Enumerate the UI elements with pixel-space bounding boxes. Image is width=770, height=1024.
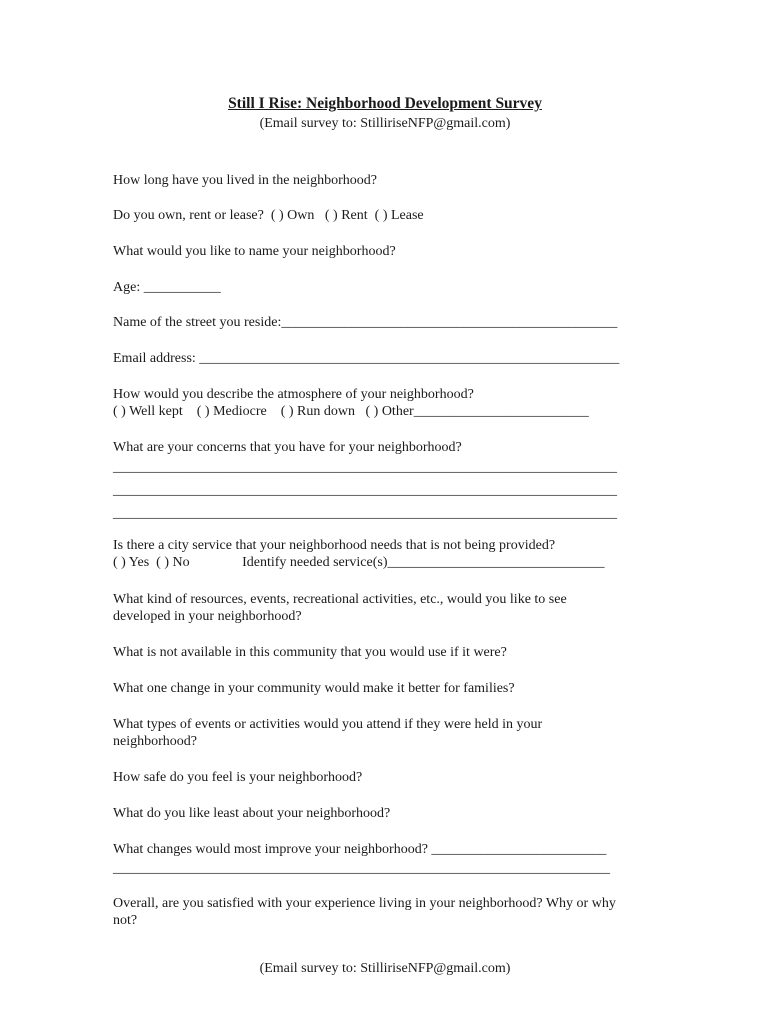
question-street: Name of the street you reside:________________________________________________ [113,315,618,330]
question-resources-cont: developed in your neighborhood? [113,609,302,624]
question-neighborhood-name: What would you like to name your neighborhood? [113,244,396,259]
question-years-lived: How long have you lived in the neighborhood? [113,173,378,188]
answer-line: _______________________________________________________________________ [113,861,610,876]
question-email: Email address: ____________________________________________________________ [113,351,620,366]
question-not-available: What is not available in this community that you would use if it were? [113,645,507,660]
question-atmosphere: How would you describe the atmosphere of your neighborhood? [113,387,474,402]
question-least-liked: What do you like least about your neighborhood? [113,806,391,821]
page-title: Still I Rise: Neighborhood Development Survey [228,95,542,112]
email-instruction: (Email survey to: StilliriseNFP@gmail.com) [259,116,511,131]
footer-email-instruction: (Email survey to: StilliriseNFP@gmail.com) [259,961,511,976]
question-satisfaction-cont: not? [113,913,138,928]
question-own-rent-lease: Do you own, rent or lease? ( ) Own ( ) Rent ( ) Lease [113,208,424,223]
question-concerns: What are your concerns that you have for your neighborhood? [113,440,462,455]
question-city-service: Is there a city service that your neighborhood needs that is not being provided? [113,538,556,553]
question-city-service-options: ( ) Yes ( ) No Identify needed service(s)_______________________________ [113,555,605,570]
question-atmosphere-options: ( ) Well kept ( ) Mediocre ( ) Run down ( ) Other_________________________ [113,404,589,419]
answer-line: ________________________________________________________________________ [113,460,617,475]
question-events: What types of events or activities would you attend if they were held in your [113,717,543,732]
question-safety: How safe do you feel is your neighborhood? [113,770,363,785]
answer-line: ________________________________________________________________________ [113,506,617,521]
question-improvements: What changes would most improve your neighborhood? _________________________ [113,842,607,857]
question-one-change: What one change in your community would make it better for families? [113,681,515,696]
answer-line: ________________________________________________________________________ [113,483,617,498]
question-resources: What kind of resources, events, recreational activities, etc., would you like to see [113,592,567,607]
question-age: Age: ___________ [113,280,221,295]
question-satisfaction: Overall, are you satisfied with your experience living in your neighborhood? Why or why [113,896,616,911]
question-events-cont: neighborhood? [113,734,197,749]
